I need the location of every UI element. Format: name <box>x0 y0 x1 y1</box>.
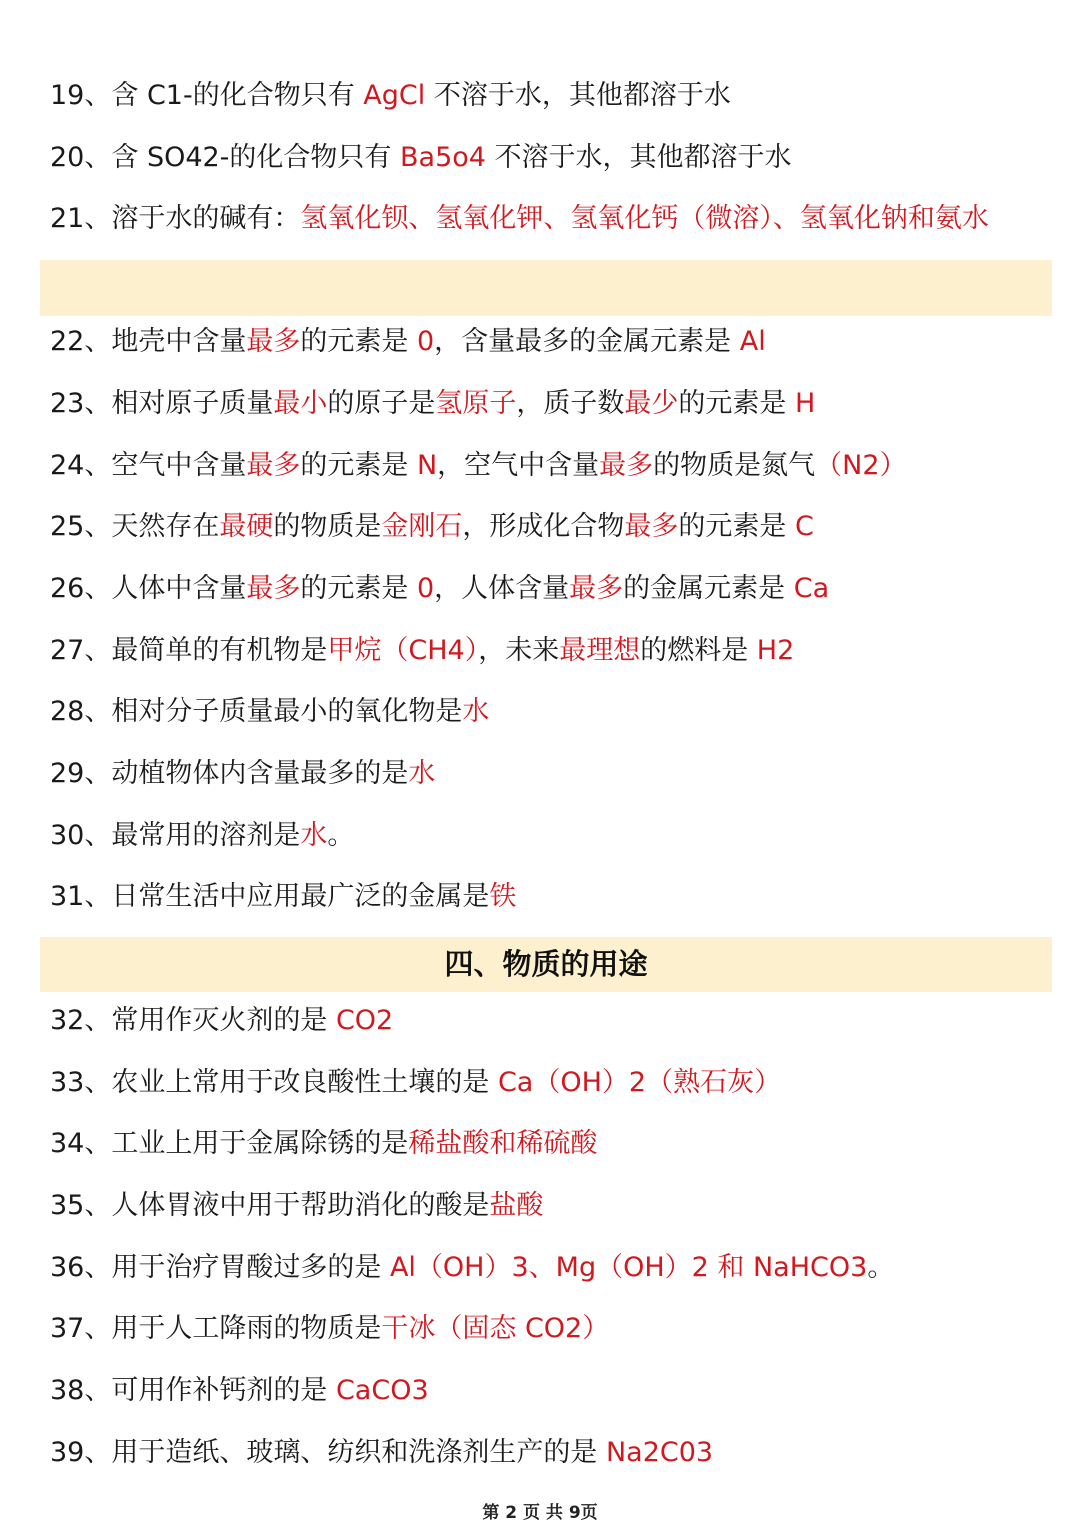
highlight-text: Ca（OH）2（熟石灰） <box>497 1067 782 1098</box>
list-item <box>50 199 1060 239</box>
item-text: 的金属元素是 <box>623 573 794 604</box>
highlight-text: 盐酸 <box>489 1190 544 1221</box>
highlight-text: AgCl <box>363 80 426 111</box>
highlight-text: 金刚石 <box>381 511 463 542</box>
item-text: 31、日常生活中应用最广泛的金属是 <box>50 881 490 912</box>
item-text: 34、工业上用于金属除锈的是 <box>50 1128 409 1159</box>
highlight-text: Ca <box>793 573 830 604</box>
item-text: 的元素是 <box>300 573 417 604</box>
item-text: 35、人体胃液中用于帮助消化的酸是 <box>50 1190 490 1221</box>
item-text: 23、相对原子质量 <box>50 388 274 419</box>
item-text: 的元素是 <box>300 326 417 357</box>
highlight-text: H <box>794 388 816 419</box>
item-text: 25、天然存在 <box>50 511 220 542</box>
item-text: 39、用于造纸、玻璃、纺织和洗涤剂生产的是 <box>50 1437 606 1468</box>
highlight-text: Ba5o4 <box>400 142 486 173</box>
item-text: ，形成化合物 <box>462 511 625 542</box>
highlight-text: 甲烷（CH4） <box>327 635 479 666</box>
list-item <box>50 384 1060 424</box>
highlight-text: 最多 <box>624 511 679 542</box>
highlight-band <box>40 260 1052 316</box>
item-text: 的元素是 <box>678 511 795 542</box>
item-text: 。 <box>867 1252 895 1283</box>
highlight-text: 最理想 <box>559 635 641 666</box>
highlight-text: C <box>794 511 814 542</box>
section-heading: 四、物质的用途 <box>444 947 648 981</box>
highlight-text: 最少 <box>624 388 679 419</box>
highlight-text: 干冰（固态 CO2） <box>381 1313 610 1344</box>
list-item <box>50 322 1060 362</box>
highlight-text: 最多 <box>246 573 301 604</box>
list-item <box>50 507 1060 547</box>
highlight-text: 0 <box>416 573 435 604</box>
highlight-text: 氢氧化钡、氢氧化钾、氢氧化钙（微溶）、氢氧化钠和氨水 <box>300 203 989 234</box>
item-text: 27、最简单的有机物是 <box>50 635 328 666</box>
highlight-text: （N2） <box>815 450 907 481</box>
item-text: 30、最常用的溶剂是 <box>50 820 301 851</box>
item-text: ，质子数 <box>516 388 625 419</box>
page-footer: 第 2 页 共 9页 <box>482 1503 598 1523</box>
item-text: 不溶于水，其他都溶于水 <box>485 142 792 173</box>
item-text: 22、地壳中含量 <box>50 326 247 357</box>
item-text: 33、农业上常用于改良酸性土壤的是 <box>50 1067 498 1098</box>
highlight-text: 0 <box>416 326 435 357</box>
highlight-text: 最多 <box>599 450 654 481</box>
item-text: 的元素是 <box>678 388 795 419</box>
list-item <box>50 1186 1060 1226</box>
highlight-text: 水 <box>300 820 328 851</box>
item-text: 21、溶于水的碱有： <box>50 203 301 234</box>
list-item <box>50 1001 1060 1041</box>
highlight-text: Al（OH）3、Mg（OH）2 和 NaHCO3 <box>389 1252 868 1283</box>
highlight-text: 铁 <box>489 881 517 912</box>
highlight-text: 稀盐酸和稀硫酸 <box>408 1128 598 1159</box>
highlight-text: CO2 <box>335 1005 394 1036</box>
item-text: 24、空气中含量 <box>50 450 247 481</box>
highlight-text: 最多 <box>246 450 301 481</box>
item-text: 32、常用作灭火剂的是 <box>50 1005 336 1036</box>
highlight-text: 氢原子 <box>435 388 517 419</box>
item-text: 36、用于治疗胃酸过多的是 <box>50 1252 390 1283</box>
item-text: ，空气中含量 <box>437 450 600 481</box>
highlight-text: H2 <box>756 635 795 666</box>
list-item <box>50 1433 1060 1473</box>
item-text: 的原子是 <box>327 388 436 419</box>
list-item <box>50 569 1060 609</box>
item-text: ，未来 <box>478 635 560 666</box>
highlight-text: 最多 <box>569 573 624 604</box>
highlight-text: 最硬 <box>219 511 274 542</box>
list-item <box>50 1124 1060 1164</box>
list-item <box>50 1309 1060 1349</box>
item-text: 28、相对分子质量最小的氧化物是 <box>50 696 463 727</box>
item-text: 不溶于水，其他都溶于水 <box>425 80 731 111</box>
list-item <box>50 76 1060 116</box>
highlight-text: N <box>416 450 438 481</box>
item-text: 26、人体中含量 <box>50 573 247 604</box>
highlight-text: CaCO3 <box>335 1375 429 1406</box>
item-text: ，含量最多的金属元素是 <box>434 326 740 357</box>
item-text: 29、动植物体内含量最多的是 <box>50 758 409 789</box>
highlight-text: 最小 <box>273 388 328 419</box>
item-text: ，人体含量 <box>434 573 570 604</box>
highlight-text: 水 <box>462 696 490 727</box>
highlight-text: Na2C03 <box>605 1437 714 1468</box>
list-item <box>50 1371 1060 1411</box>
list-item <box>50 1063 1060 1103</box>
item-text: 19、含 C1-的化合物只有 <box>50 80 364 111</box>
list-item <box>50 877 1060 917</box>
list-item <box>50 446 1060 486</box>
item-text: 的物质是 <box>273 511 382 542</box>
item-text: 的物质是氮气 <box>653 450 816 481</box>
list-item <box>50 754 1060 794</box>
item-text: 。 <box>327 820 355 851</box>
item-text: 38、可用作补钙剂的是 <box>50 1375 336 1406</box>
list-item <box>50 1248 1060 1288</box>
item-text: 20、含 SO42-的化合物只有 <box>50 142 401 173</box>
list-item <box>50 631 1060 671</box>
list-item <box>50 692 1060 732</box>
highlight-text: 水 <box>408 758 436 789</box>
highlight-text: Al <box>739 326 766 357</box>
item-text: 37、用于人工降雨的物质是 <box>50 1313 382 1344</box>
highlight-text: 最多 <box>246 326 301 357</box>
list-item <box>50 816 1060 856</box>
list-item <box>50 138 1060 178</box>
item-text: 的燃料是 <box>640 635 757 666</box>
item-text: 的元素是 <box>300 450 417 481</box>
